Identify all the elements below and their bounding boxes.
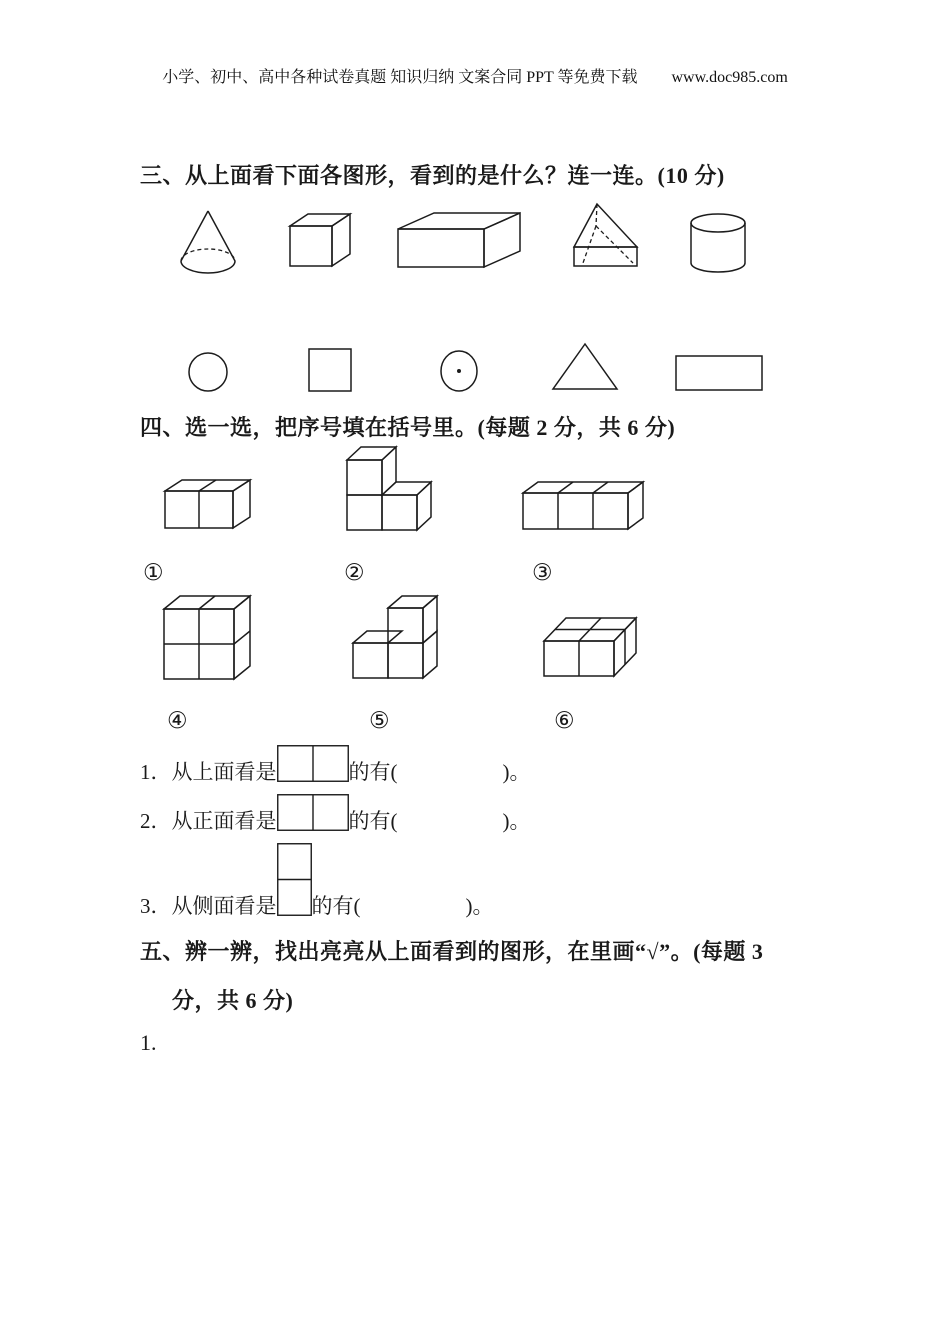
figure-2-L-shape-top-left (345, 446, 433, 531)
cuboid-shape (396, 211, 522, 269)
question-1-view-box (277, 745, 349, 782)
figure-label-4: ④ (167, 708, 188, 734)
figure-5-L-shape-top-right (352, 595, 438, 679)
triangle-shape (551, 342, 619, 391)
question-3-view-box (277, 843, 312, 916)
rectangle-shape (675, 355, 763, 391)
question-2-prefix: 2．从正面看是 (140, 809, 277, 833)
figure-label-2: ② (344, 560, 365, 586)
figure-label-5: ⑤ (369, 708, 390, 734)
header-url: www.doc985.com (671, 69, 788, 86)
figure-1-two-cubes-row (163, 479, 253, 530)
figure-6-2x2-flat (542, 614, 652, 678)
section4-title: 四、选一选，把序号填在括号里。(每题 2 分，共 6 分) (140, 415, 676, 440)
question-3 (140, 843, 494, 916)
square-shape (308, 348, 352, 392)
section5-item-1-label: 1. (140, 1030, 157, 1055)
figure-3-three-cubes-row (521, 480, 645, 530)
figure-label-1: ① (143, 560, 164, 586)
circle-shape (188, 352, 228, 392)
figure-label-6: ⑥ (554, 708, 575, 734)
question-2-suffix: 的有( )。 (348, 809, 531, 833)
question-1-prefix: 1．从上面看是 (140, 760, 277, 784)
section5-title-line2: 分，共 6 分) (172, 988, 294, 1013)
cylinder-shape (688, 212, 748, 274)
question-2 (140, 794, 531, 831)
question-2-view-box (277, 794, 349, 831)
header-notice: 小学、初中、高中各种试卷真题 知识归纳 文案合同 PPT 等免费下载 (162, 69, 638, 86)
question-3-prefix: 3．从侧面看是 (140, 894, 277, 918)
figure-4-2x2-stacked (162, 594, 252, 680)
figure-label-3: ③ (532, 560, 553, 586)
cube-shape (288, 212, 352, 270)
section3-title: 三、从上面看下面各图形，看到的是什么？连一连。(10 分) (140, 163, 725, 188)
question-1 (140, 745, 531, 782)
cone-shape (178, 208, 238, 278)
question-3-suffix: 的有( )。 (311, 894, 494, 918)
triangular-prism-shape (570, 201, 642, 268)
page-header (0, 64, 950, 87)
circle-with-dot-shape (440, 350, 478, 393)
section5-title-line1: 五、辨一辨，找出亮亮从上面看到的图形，在里画“√”。(每题 3 (140, 939, 764, 964)
question-1-suffix: 的有( )。 (348, 760, 531, 784)
